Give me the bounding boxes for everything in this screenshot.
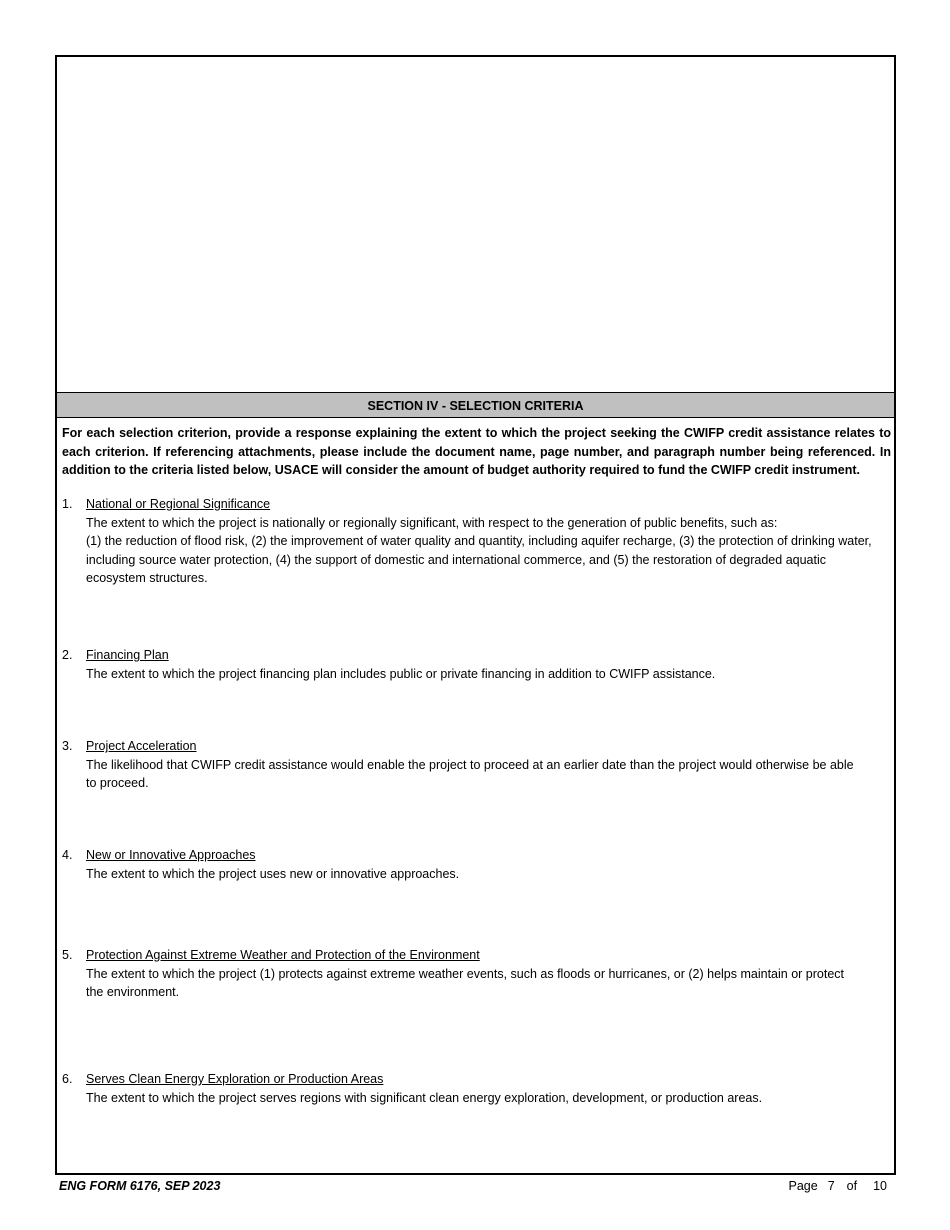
criterion-description: The extent to which the project (1) protects against extreme weather events, such as floods or hurricanes, or (2) helps maintain or protect the environment. xyxy=(86,966,845,1000)
criterion-item xyxy=(62,1070,888,1107)
criterion-title: New or Innovative Approaches xyxy=(86,848,256,862)
criterion-description: The likelihood that CWIFP credit assistance would enable the project to proceed at an earlier date than the project would otherwise be able to proceed. xyxy=(86,757,854,791)
criterion-item xyxy=(62,946,888,1002)
criterion-number: 2. xyxy=(62,648,73,662)
page-current: 7 xyxy=(827,1179,835,1193)
criterion-description: The extent to which the project is nationally or regionally significant, with respect to the generation of public benefits, such as: (1) the reduction of flood risk, (2) the improvement of water quality and quantity, including aquifer recharge, (3) the protection of drinking water, including source water protection, (4) the support of domestic and international commerce, and (5) the restoration of degraded aquatic ecosystem structures. xyxy=(86,515,872,586)
criterion-number: 5. xyxy=(62,948,73,962)
criterion-title: Serves Clean Energy Exploration or Production Areas xyxy=(86,1072,384,1086)
page-indicator xyxy=(789,1179,888,1193)
criterion-description: The extent to which the project uses new or innovative approaches. xyxy=(86,866,460,881)
criterion-title: National or Regional Significance xyxy=(86,497,271,511)
criterion-item xyxy=(62,495,888,588)
criterion-title: Financing Plan xyxy=(86,648,169,662)
criterion-item xyxy=(62,646,888,683)
criterion-title: Project Acceleration xyxy=(86,739,197,753)
form-identifier: ENG FORM 6176, SEP 2023 xyxy=(59,1179,221,1193)
page-total: 10 xyxy=(873,1179,887,1193)
page-label: Page xyxy=(788,1179,818,1193)
section-instructions: For each selection criterion, provide a response explaining the extent to which the project seeking the CWIFP credit assistance relates to each criterion. If referencing attachments, please include the document name, page number, and paragraph number being referenced. In addition to the criteria listed below, USACE will consider the amount of budget authority required to fund the CWIFP credit instrument. xyxy=(62,426,891,478)
criterion-item xyxy=(62,846,888,883)
section-title: SECTION IV - SELECTION CRITERIA xyxy=(367,399,584,413)
section-header xyxy=(57,392,894,418)
criterion-title: Protection Against Extreme Weather and Protection of the Environment xyxy=(86,948,480,962)
criterion-number: 1. xyxy=(62,497,73,511)
criterion-item xyxy=(62,737,888,793)
previous-section-response-field[interactable] xyxy=(57,57,894,392)
criterion-number: 3. xyxy=(62,739,73,753)
form-frame xyxy=(55,55,896,1175)
criterion-number: 6. xyxy=(62,1072,73,1086)
page-of-label: of xyxy=(846,1179,858,1193)
criterion-number: 4. xyxy=(62,848,73,862)
criterion-description: The extent to which the project serves regions with significant clean energy exploration, development, or production areas. xyxy=(86,1090,763,1105)
criterion-description: The extent to which the project financing plan includes public or private financing in addition to CWIFP assistance. xyxy=(86,666,716,681)
